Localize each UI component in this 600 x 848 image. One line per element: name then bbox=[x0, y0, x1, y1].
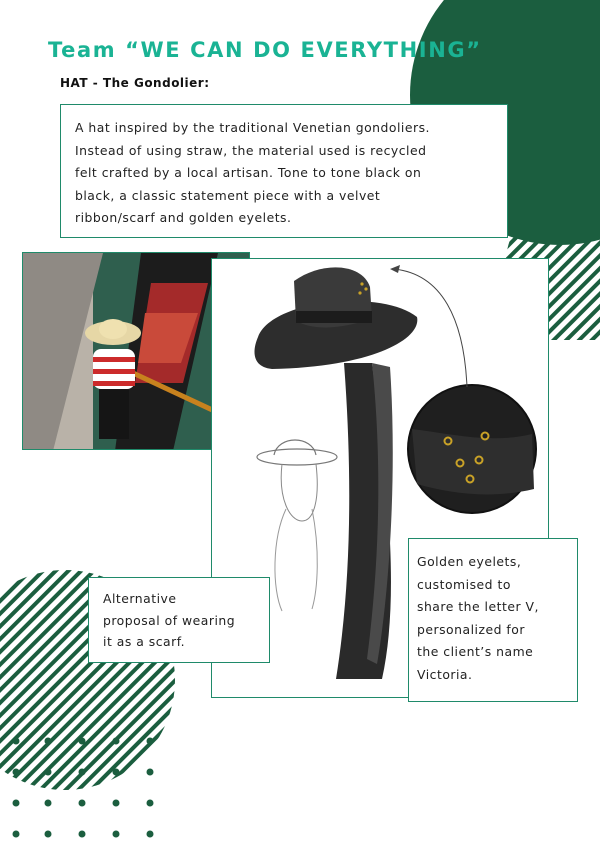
eyelets-caption-box bbox=[408, 538, 578, 702]
caption-line: Alternative bbox=[103, 591, 177, 606]
caption-line: the client’s name bbox=[417, 644, 534, 659]
description-line: A hat inspired by the traditional Venetian gondoliers. bbox=[75, 120, 430, 135]
caption-line: customised to bbox=[417, 576, 511, 592]
caption-line: personalized for bbox=[417, 621, 525, 637]
description-line: felt crafted by a local artisan. Tone to tone black on bbox=[75, 165, 422, 180]
description-line: ribbon/scarf and golden eyelets. bbox=[75, 210, 292, 225]
caption-line: Golden eyelets, bbox=[417, 554, 522, 569]
caption-line: share the letter V, bbox=[417, 599, 539, 614]
caption-line: Victoria. bbox=[417, 666, 473, 682]
section-subtitle: HAT - The Gondolier: bbox=[60, 76, 210, 90]
description-line: Instead of using straw, the material used is recycled bbox=[75, 142, 427, 158]
caption-line: it as a scarf. bbox=[103, 634, 186, 649]
page-title: Team “WE CAN DO EVERYTHING” bbox=[48, 38, 482, 62]
scarf-caption-box bbox=[88, 577, 270, 663]
description-line: black, a classic statement piece with a velvet bbox=[75, 187, 381, 203]
caption-line: proposal of wearing bbox=[103, 612, 236, 628]
description-box bbox=[60, 104, 508, 238]
